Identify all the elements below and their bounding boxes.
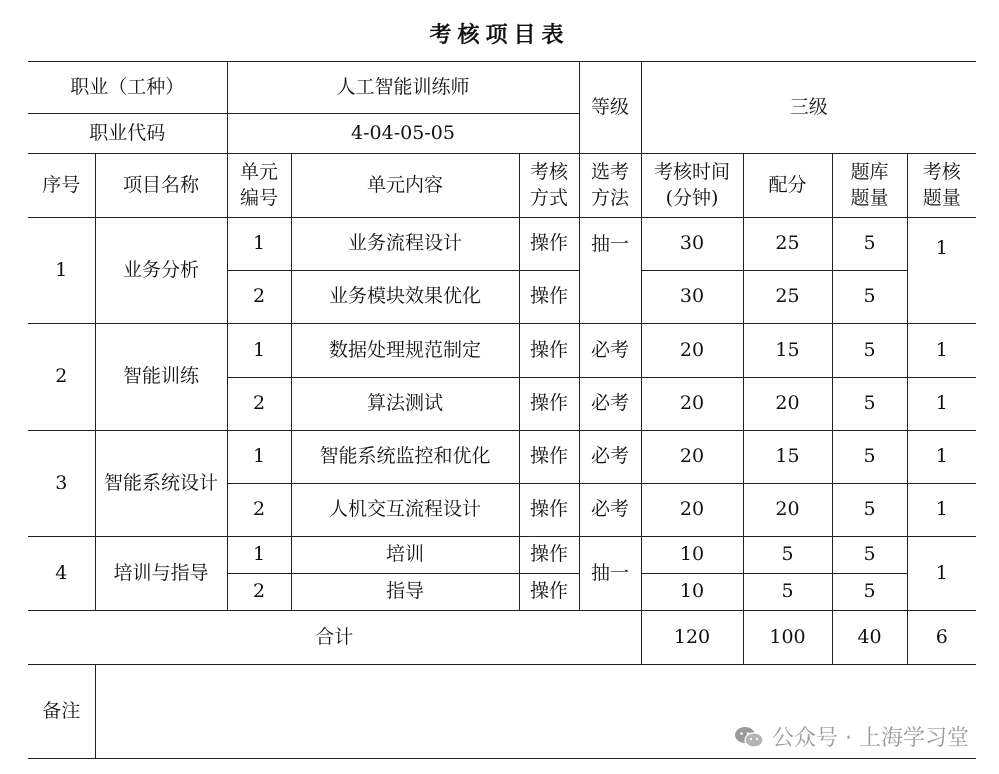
bank-count-cell: 5 <box>832 378 907 431</box>
unit-content-cell: 业务模块效果优化 <box>291 271 519 324</box>
occupation-label: 职业（工种） <box>28 62 227 114</box>
select-method-cell: 必考 <box>579 324 641 378</box>
select-method-cell: 抽一 <box>579 218 641 324</box>
seq-cell: 3 <box>28 431 95 537</box>
exam-time-cell: 20 <box>641 324 743 378</box>
bank-count-cell: 5 <box>832 574 907 611</box>
unit-no-cell: 1 <box>227 218 291 271</box>
code-label: 职业代码 <box>28 114 227 154</box>
col-exam-mode-label: 考核 方式 <box>529 160 568 209</box>
table-row <box>28 431 976 484</box>
score-cell: 20 <box>743 484 832 537</box>
exam-time-cell: 30 <box>641 218 743 271</box>
unit-no-cell: 1 <box>227 431 291 484</box>
watermark <box>734 721 969 752</box>
col-select-method-label: 选考 方法 <box>590 160 629 209</box>
exam-time-cell: 20 <box>641 484 743 537</box>
watermark-text: 公众号 · 上海学习堂 <box>772 726 969 751</box>
table-row <box>28 537 976 574</box>
project-name-cell: 培训与指导 <box>95 537 227 611</box>
col-exam-count-label: 考核 题量 <box>922 160 961 209</box>
code-value: 4-04-05-05 <box>227 114 579 154</box>
bank-count-cell: 5 <box>832 271 907 324</box>
col-project-name: 项目名称 <box>95 154 227 218</box>
col-unit-no <box>227 154 291 218</box>
exam-time-cell: 30 <box>641 271 743 324</box>
remarks-label: 备注 <box>28 665 95 759</box>
total-score: 100 <box>743 611 832 665</box>
exam-time-cell: 10 <box>641 574 743 611</box>
unit-content-cell: 智能系统监控和优化 <box>291 431 519 484</box>
table-row <box>28 324 976 378</box>
unit-no-cell: 2 <box>227 484 291 537</box>
occupation-value: 人工智能训练师 <box>227 62 579 114</box>
exam-time-cell: 10 <box>641 537 743 574</box>
bank-count-cell: 5 <box>832 484 907 537</box>
exam-mode-cell: 操作 <box>519 431 579 484</box>
score-cell: 15 <box>743 324 832 378</box>
exam-count-cell: 1 <box>907 324 976 378</box>
score-cell: 5 <box>743 537 832 574</box>
exam-count-cell: 1 <box>907 218 976 324</box>
total-time: 120 <box>641 611 743 665</box>
grade-value: 三级 <box>641 62 976 154</box>
total-label: 合计 <box>28 611 641 665</box>
col-exam-time-label: 考核时间 (分钟) <box>653 160 730 209</box>
assessment-table <box>28 61 976 759</box>
exam-count-cell: 1 <box>907 378 976 431</box>
score-cell: 15 <box>743 431 832 484</box>
unit-content-cell: 人机交互流程设计 <box>291 484 519 537</box>
col-bank-count-label: 题库 题量 <box>850 160 889 209</box>
exam-mode-cell: 操作 <box>519 574 579 611</box>
unit-content-cell: 指导 <box>291 574 519 611</box>
select-method-cell: 必考 <box>579 431 641 484</box>
exam-mode-cell: 操作 <box>519 537 579 574</box>
seq-cell: 1 <box>28 218 95 324</box>
exam-mode-cell: 操作 <box>519 218 579 271</box>
seq-cell: 4 <box>28 537 95 611</box>
unit-content-cell: 算法测试 <box>291 378 519 431</box>
exam-time-cell: 20 <box>641 431 743 484</box>
unit-no-cell: 1 <box>227 537 291 574</box>
unit-no-cell: 2 <box>227 574 291 611</box>
col-bank-count <box>832 154 907 218</box>
unit-content-cell: 业务流程设计 <box>291 218 519 271</box>
total-bank: 40 <box>832 611 907 665</box>
header-row-occupation <box>28 62 976 114</box>
select-method-cell: 必考 <box>579 484 641 537</box>
wechat-icon <box>734 725 764 749</box>
score-cell: 25 <box>743 218 832 271</box>
exam-mode-cell: 操作 <box>519 271 579 324</box>
bank-count-cell: 5 <box>832 218 907 271</box>
col-unit-content: 单元内容 <box>291 154 519 218</box>
col-select-method <box>579 154 641 218</box>
score-cell: 25 <box>743 271 832 324</box>
unit-no-cell: 2 <box>227 378 291 431</box>
col-seq: 序号 <box>28 154 95 218</box>
total-exam-count: 6 <box>907 611 976 665</box>
score-cell: 20 <box>743 378 832 431</box>
col-exam-mode <box>519 154 579 218</box>
project-name-cell: 智能训练 <box>95 324 227 431</box>
unit-content-cell: 培训 <box>291 537 519 574</box>
col-score: 配分 <box>743 154 832 218</box>
project-name-cell: 智能系统设计 <box>95 431 227 537</box>
select-method-cell: 抽一 <box>579 537 641 611</box>
unit-no-cell: 1 <box>227 324 291 378</box>
grade-label: 等级 <box>579 62 641 154</box>
column-header-row <box>28 154 976 218</box>
unit-content-cell: 数据处理规范制定 <box>291 324 519 378</box>
col-exam-time <box>641 154 743 218</box>
table-row <box>28 218 976 271</box>
project-name-cell: 业务分析 <box>95 218 227 324</box>
bank-count-cell: 5 <box>832 431 907 484</box>
exam-count-cell: 1 <box>907 484 976 537</box>
exam-time-cell: 20 <box>641 378 743 431</box>
bank-count-cell: 5 <box>832 324 907 378</box>
unit-no-cell: 2 <box>227 271 291 324</box>
total-row <box>28 611 976 665</box>
exam-mode-cell: 操作 <box>519 378 579 431</box>
select-method-cell: 必考 <box>579 378 641 431</box>
exam-mode-cell: 操作 <box>519 484 579 537</box>
bank-count-cell: 5 <box>832 537 907 574</box>
col-unit-no-label: 单元 编号 <box>239 160 278 209</box>
exam-count-cell: 1 <box>907 431 976 484</box>
score-cell: 5 <box>743 574 832 611</box>
table-title: 考核项目表 <box>429 22 570 48</box>
col-exam-count <box>907 154 976 218</box>
exam-mode-cell: 操作 <box>519 324 579 378</box>
exam-count-cell: 1 <box>907 537 976 611</box>
seq-cell: 2 <box>28 324 95 431</box>
